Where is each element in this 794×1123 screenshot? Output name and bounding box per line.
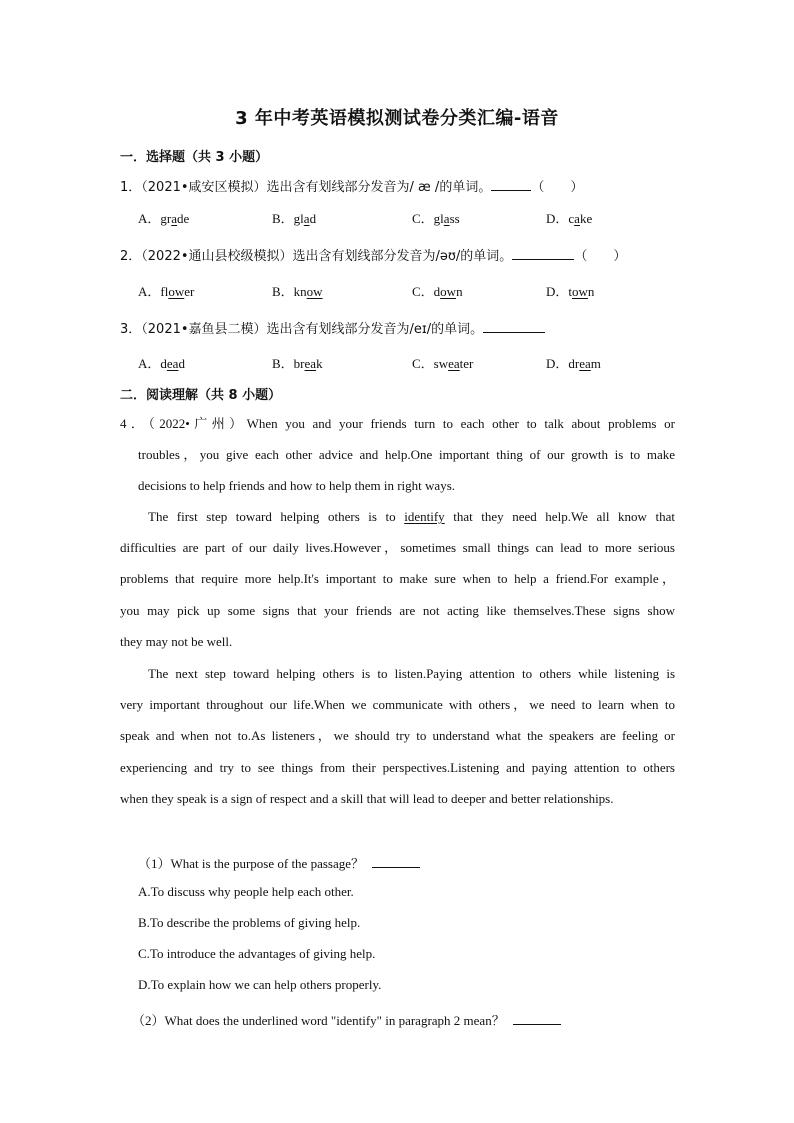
option-letter: B．	[272, 356, 294, 371]
sub-question-1: （1）What is the purpose of the passage？	[138, 853, 420, 872]
q3-option-a: A．dead	[138, 356, 185, 371]
underlined-letters: a	[574, 211, 580, 226]
question-2-text: 2．（2022•通山县校级模拟）选出含有划线部分发音为/əʊ/的单词。	[120, 249, 513, 264]
question-1-text: 1．（2021•咸安区模拟）选出含有划线部分发音为/ æ /的单词。	[120, 180, 492, 195]
underlined-letters: ow	[572, 284, 588, 299]
question-1-stem	[120, 176, 583, 195]
q1-option-b: B．glad	[272, 211, 317, 226]
answer-paren: （ ）	[574, 249, 627, 264]
section-heading-choice: 一．选择题（共 3 小题）	[120, 150, 269, 165]
question-4-intro	[120, 408, 675, 502]
underlined-letters: a	[443, 211, 450, 226]
answer-blank	[512, 247, 574, 260]
paragraph-line: experiencing and try to see things from their perspectives.Listening and paying attention to others	[120, 759, 675, 775]
sub-1-option-a: A.To discuss why people help each other.	[138, 884, 354, 899]
question-2-stem	[120, 245, 626, 264]
q3-option-d: D．dream	[546, 356, 601, 371]
paragraph-line: difficulties are part of our daily lives.However，sometimes small things can lead to more serious	[120, 540, 675, 556]
option-letter: C．	[412, 284, 434, 299]
q3-option-c: C．sweater	[412, 356, 474, 371]
q1-option-a: A．grade	[138, 211, 190, 226]
answer-blank	[372, 855, 420, 868]
intro-line: decisions to help friends and how to help them in right ways.	[138, 478, 456, 494]
paragraph-line: they may not be well.	[120, 633, 233, 649]
q2-option-a: A．flower	[138, 284, 195, 299]
underlined-letters: ea	[579, 356, 591, 371]
paragraph-line: problems that require more help.It's important to make sure when to help a friend.For example，	[120, 571, 675, 587]
section-heading-reading: 二．阅读理解（共 8 小题）	[120, 388, 282, 403]
paragraph-line: The first step toward helping others is to identify that they need help.We all know that	[148, 509, 675, 524]
question-3-text: 3．（2021•嘉鱼县二模）选出含有划线部分发音为/eɪ/的单词。	[120, 322, 484, 337]
q1-option-d: D．cake	[546, 211, 593, 226]
intro-line: troubles，you give each other advice and help.One important thing of our growth is to make	[138, 447, 675, 463]
underlined-letters: ea	[166, 356, 179, 371]
q2-option-d: D．town	[546, 284, 595, 299]
paragraph-line: you may pick up some signs that your friends are not acting like themselves.These signs show	[120, 602, 675, 618]
option-letter: A．	[138, 356, 161, 371]
option-letter: D．	[546, 211, 569, 226]
sub-1-option-c: C.To introduce the advantages of giving help.	[138, 946, 376, 961]
paragraph-line: speak and when not to.As listeners，we should try to understand what the speakers are feeling or	[120, 728, 675, 744]
intro-line: 4．（2022•广州）When you and your friends turn to each other to talk about problems or	[120, 416, 675, 431]
sub-question-2: （2）What does the underlined word "identify" in paragraph 2 mean？	[132, 1010, 561, 1029]
passage-paragraph-2	[120, 658, 675, 814]
underlined-letters: ea	[448, 356, 460, 371]
answer-paren: （ ）	[531, 180, 584, 195]
answer-blank	[483, 320, 545, 333]
paragraph-line: very important throughout our life.When we communicate with others，we need to learn when to	[120, 697, 675, 713]
q2-option-c: C．down	[412, 284, 463, 299]
underlined-letters: a	[303, 211, 310, 226]
underlined-letters: ea	[304, 356, 317, 371]
answer-blank	[513, 1012, 561, 1025]
underlined-letters: ow	[168, 284, 185, 299]
question-3-stem	[120, 318, 545, 337]
option-letter: D．	[546, 356, 569, 371]
sub-1-option-b: B.To describe the problems of giving help.	[138, 915, 361, 930]
option-letter: C．	[412, 211, 434, 226]
underlined-letters: ow	[440, 284, 457, 299]
paragraph-line: The next step toward helping others is to listen.Paying attention to others while listening is	[148, 666, 675, 681]
option-letter: A．	[138, 211, 161, 226]
q3-option-b: B．break	[272, 356, 323, 371]
underlined-letters: ow	[306, 284, 323, 299]
answer-blank	[491, 178, 531, 191]
underlined-letters: a	[171, 211, 178, 226]
passage-paragraph-1	[120, 501, 675, 657]
q1-option-c: C．glass	[412, 211, 460, 226]
underlined-word-identify: identify	[404, 509, 445, 524]
sub-1-option-d: D.To explain how we can help others properly.	[138, 977, 382, 992]
paragraph-line: when they speak is a sign of respect and a skill that will lead to deeper and better relationships.	[120, 790, 614, 806]
option-letter: A．	[138, 284, 161, 299]
option-letter: D．	[546, 284, 569, 299]
option-letter: C．	[412, 356, 434, 371]
option-letter: B．	[272, 211, 294, 226]
page-title: 3 年中考英语模拟测试卷分类汇编-语音	[235, 108, 559, 129]
q2-option-b: B．know	[272, 284, 323, 299]
option-letter: B．	[272, 284, 294, 299]
